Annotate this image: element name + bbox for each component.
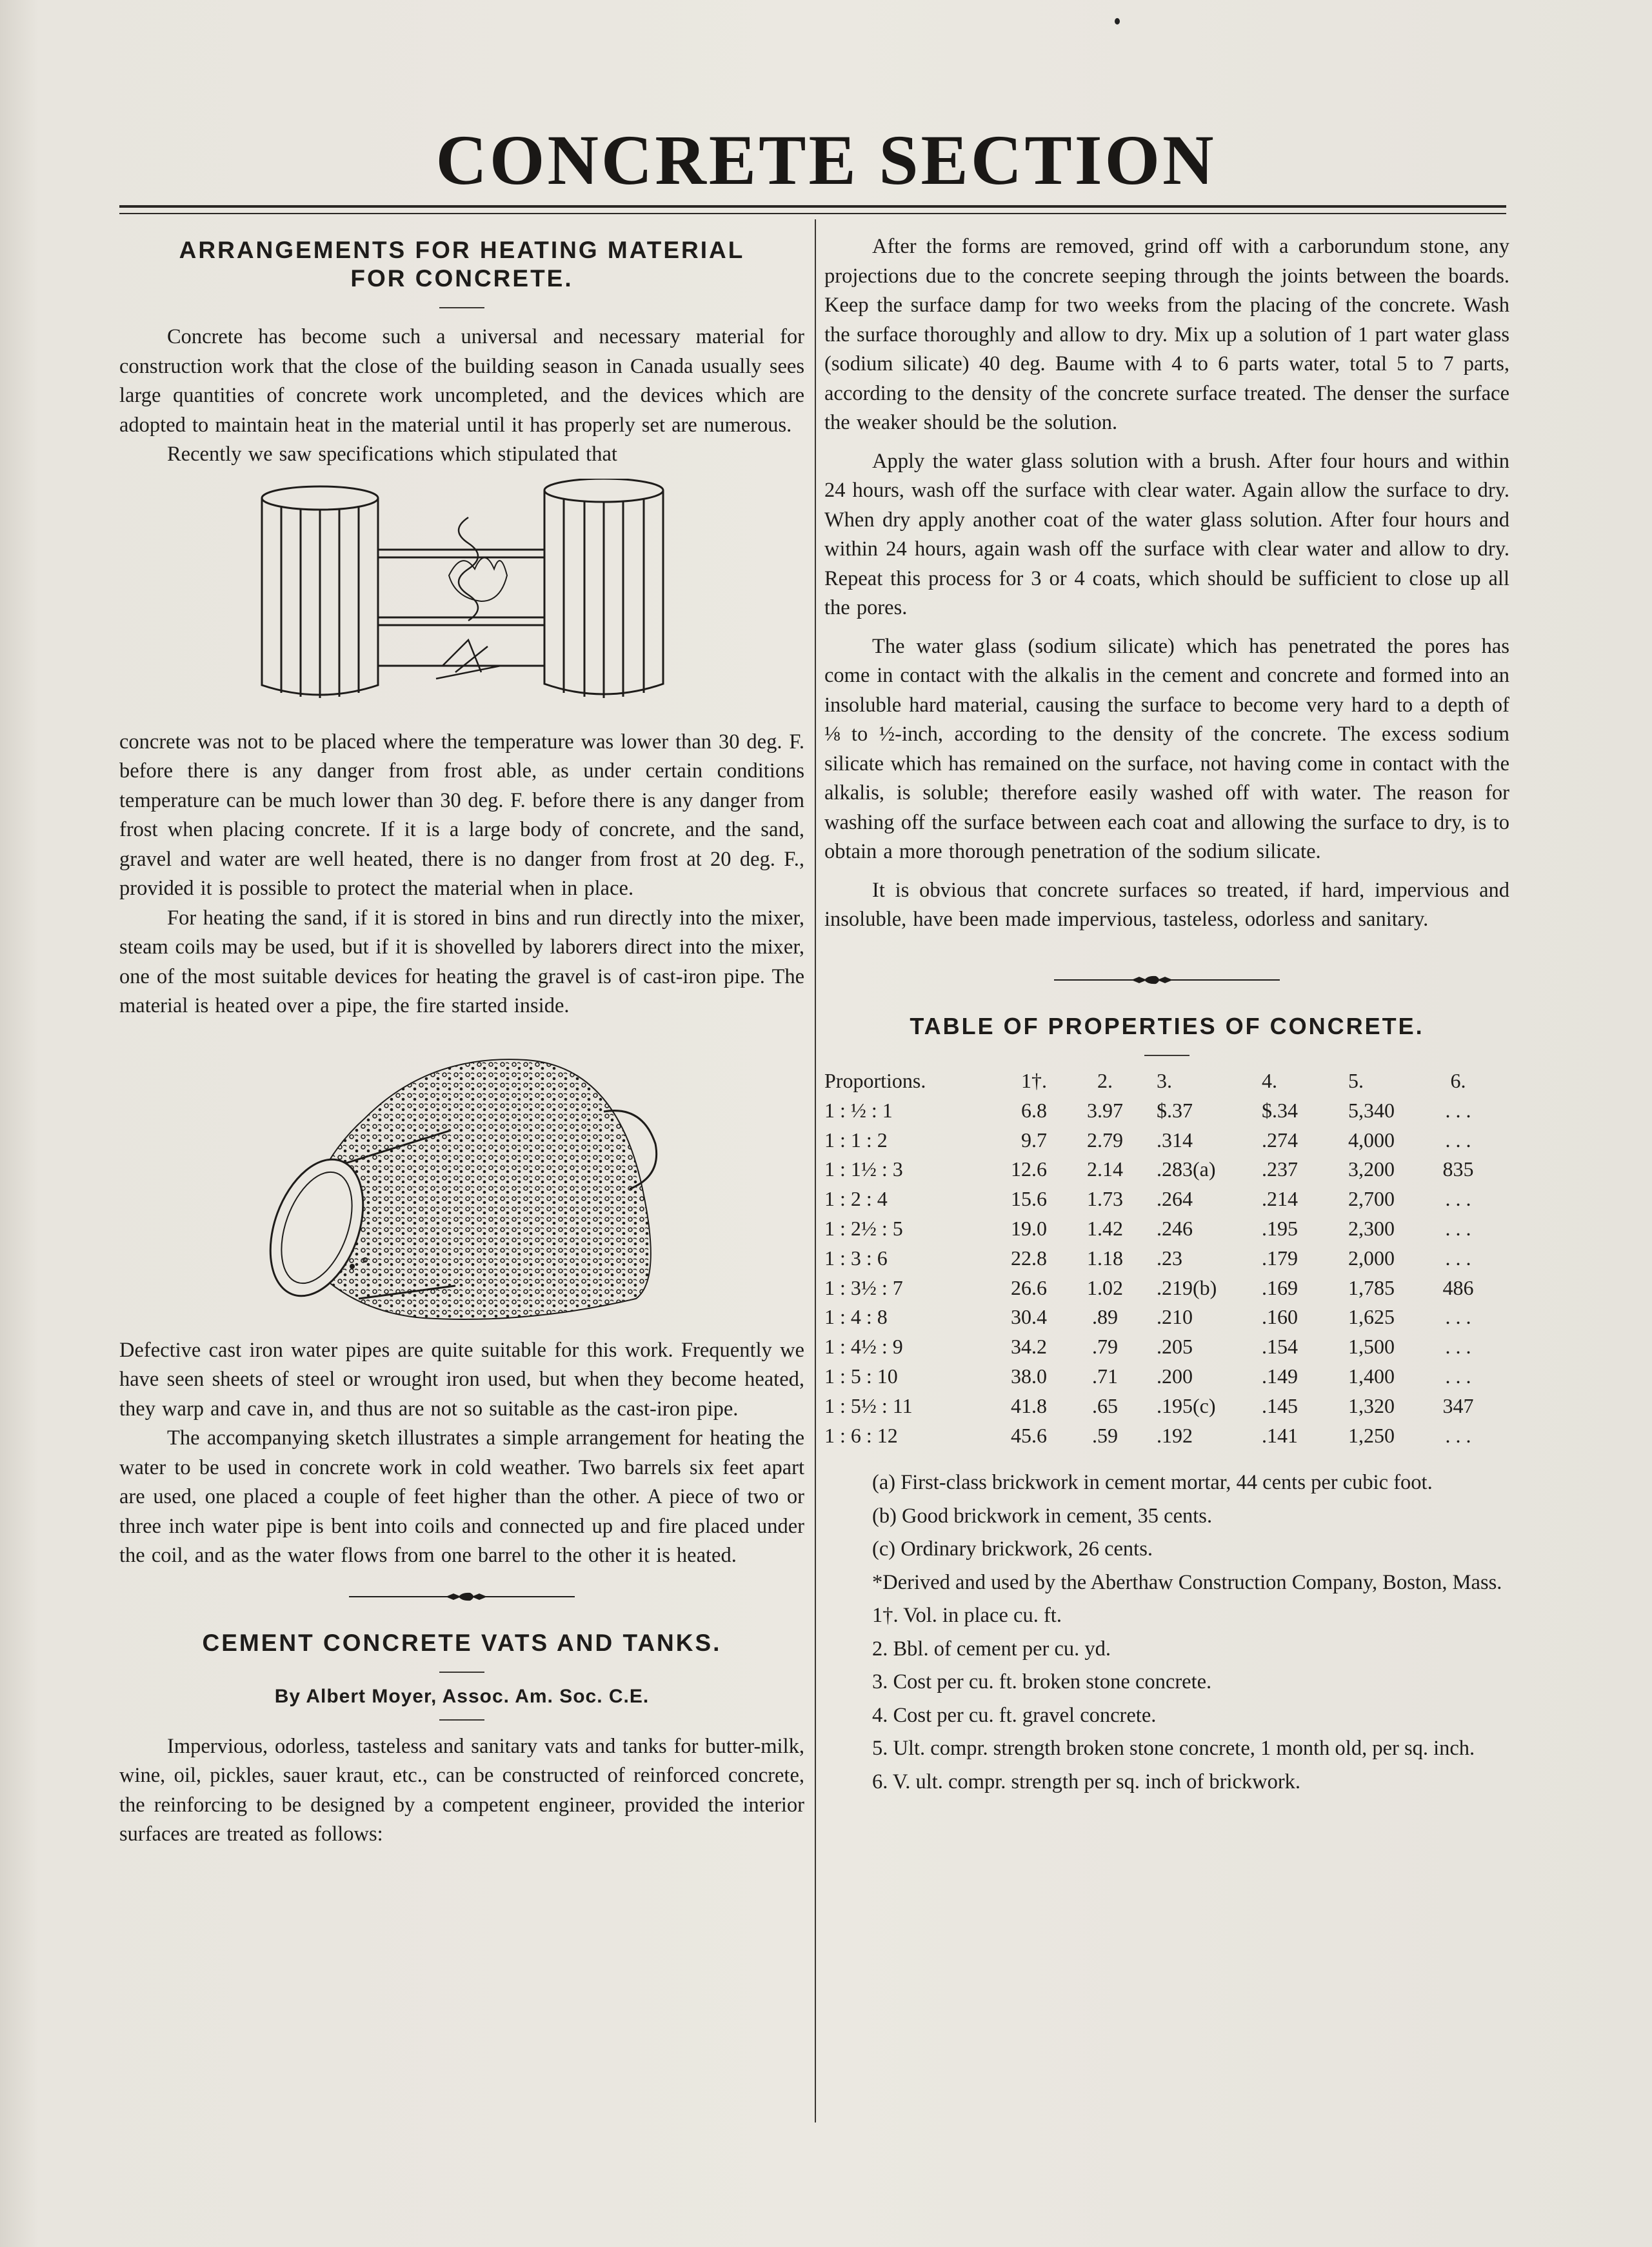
table-cell: 1.18 — [1087, 1246, 1123, 1270]
table-cell: .246 — [1157, 1217, 1193, 1241]
table-cell: 1 : ½ : 1 — [824, 1098, 893, 1122]
table-cell: .179 — [1262, 1246, 1298, 1270]
header-cell: 4. — [1262, 1069, 1277, 1092]
paragraph: The water glass (sodium silicate) which has penetrated the pores has come in contact with the alkalis in the cement and concrete and formed into an insoluble hard material, causing the surface to become very hard to a depth of ⅛ to ½-inch, according to the density of the concrete. The excess sodium silicate which has remained on the surface, not having come in contact with the alkalis, is soluble; therefore easily washed off with water. The reason for washing off the surface between each coat and allowing the surface to dry, is to obtain a more thorough penetration of the sodium silicate. — [824, 634, 1509, 863]
short-rule — [1144, 1055, 1189, 1056]
table-cell: .237 — [1262, 1157, 1298, 1181]
table-cell: 486 — [1442, 1275, 1474, 1299]
short-rule — [439, 1672, 484, 1673]
table-row — [824, 1303, 1486, 1332]
table-cell: $.34 — [1262, 1098, 1298, 1122]
table-header-row — [824, 1066, 1486, 1096]
table-note: *Derived and used by the Aberthaw Construction Company, Boston, Mass. — [872, 1570, 1502, 1594]
table-cell: 9.7 — [1021, 1128, 1047, 1152]
table-cell: .205 — [1157, 1335, 1193, 1359]
table-row — [824, 1273, 1486, 1303]
table-cell: 3.97 — [1087, 1098, 1123, 1122]
table-cell: 15.6 — [1011, 1187, 1047, 1211]
heading-line-1: ARRANGEMENTS FOR HEATING MATERIAL — [179, 237, 745, 263]
table-cell: . . . — [1445, 1364, 1471, 1388]
table-row — [824, 1096, 1486, 1126]
article-byline: By Albert Moyer, Assoc. Am. Soc. C.E. — [274, 1685, 650, 1707]
table-cell: 1.02 — [1087, 1275, 1123, 1299]
table-cell: .65 — [1092, 1393, 1118, 1417]
table-cell: .149 — [1262, 1364, 1298, 1388]
table-cell: . . . — [1445, 1098, 1471, 1122]
table-cell: .274 — [1262, 1128, 1298, 1152]
masthead-rule — [119, 205, 1506, 208]
print-speck — [1115, 18, 1120, 25]
table-cell: 2.14 — [1087, 1157, 1123, 1181]
table-cell: . . . — [1445, 1187, 1471, 1211]
table-cell: 1,320 — [1348, 1393, 1395, 1417]
table-notes — [824, 1468, 1509, 1797]
paragraph: Defective cast iron water pipes are quite suitable for this work. Frequently we have seen sheets of steel or wrought iron used, but when they become heated, they warp and cave in, and thus are not so suitable as the cast-iron pipe. — [119, 1338, 804, 1421]
table-cell: 34.2 — [1011, 1335, 1047, 1359]
short-rule — [439, 307, 484, 308]
table-cell: 1 : 4½ : 9 — [824, 1335, 903, 1359]
paragraph: concrete was not to be placed where the temperature was lower than 30 deg. F. before there is any danger from frost able, as under certain conditions temperature can be much lower than 30 deg. F. before there is any danger from frost when placing concrete. If it is a large body of concrete, and the sand, gravel and water are well heated, there is no danger from frost at 20 deg. F., provided it is possible to protect the material when in place. — [119, 730, 804, 900]
table-cell: .314 — [1157, 1128, 1193, 1152]
paragraph: The accompanying sketch illustrates a simple arrangement for heating the water to be used in concrete work in cold weather. Two barrels six feet apart are used, one placed a couple of feet higher than the other. A piece of two or three inch water pipe is bent into coils and connected up and fire placed under the coil, and as the water flows from one barrel to the other it is heated. — [119, 1426, 804, 1567]
table-cell: .141 — [1262, 1423, 1298, 1447]
table-cell: 1 : 6 : 12 — [824, 1423, 898, 1447]
table-cell: .71 — [1092, 1364, 1118, 1388]
header-cell: 2. — [1097, 1069, 1113, 1092]
table-cell: .89 — [1092, 1305, 1118, 1329]
table-note: 6. V. ult. compr. strength per sq. inch of brickwork. — [872, 1770, 1301, 1793]
header-cell: 1†. — [1021, 1069, 1047, 1092]
table-body — [824, 1096, 1486, 1451]
table-cell: 1 : 2 : 4 — [824, 1187, 888, 1211]
ornamental-rule — [1054, 974, 1280, 986]
table-row — [824, 1125, 1486, 1155]
table-cell: 4,000 — [1348, 1128, 1395, 1152]
table-cell: .79 — [1092, 1335, 1118, 1359]
table-cell: 6.8 — [1021, 1098, 1047, 1122]
barrels-figure — [255, 479, 668, 711]
table-note: 4. Cost per cu. ft. gravel concrete. — [872, 1703, 1157, 1727]
right-column — [824, 232, 1509, 1801]
table-cell: .59 — [1092, 1423, 1118, 1447]
table-cell: .154 — [1262, 1335, 1298, 1359]
table-row — [824, 1243, 1486, 1273]
table-cell: 1 : 5½ : 11 — [824, 1393, 913, 1417]
masthead-rule-thin — [119, 213, 1506, 214]
short-rule — [439, 1719, 484, 1721]
heading-line-2: FOR CONCRETE. — [350, 265, 573, 292]
table-cell: .145 — [1262, 1393, 1298, 1417]
table-cell: 1 : 5 : 10 — [824, 1364, 898, 1388]
heading-vats-tanks: CEMENT CONCRETE VATS AND TANKS. — [202, 1629, 722, 1656]
table-cell: 22.8 — [1011, 1246, 1047, 1270]
table-note: (a) First-class brickwork in cement mortar, 44 cents per cubic foot. — [872, 1471, 1433, 1495]
table-cell: .214 — [1262, 1187, 1298, 1211]
ornamental-rule — [349, 1590, 575, 1603]
table-cell: 1 : 4 : 8 — [824, 1305, 888, 1329]
paragraph: After the forms are removed, grind off with a carborundum stone, any projections due to the concrete seeping through the joints between the boards. Keep the surface damp for two weeks from the placing of the concrete. Wash the surface thoroughly and allow to dry. Mix up a solution of 1 part water glass (sodium silicate) 40 deg. Baume with 4 to 6 parts water, total 5 to 7 parts, according to the density of the concrete surface treated. The denser the surface the weaker should be the solution. — [824, 235, 1509, 434]
table-cell: 1 : 3½ : 7 — [824, 1275, 903, 1299]
table-note: (c) Ordinary brickwork, 26 cents. — [872, 1537, 1153, 1561]
paragraph: It is obvious that concrete surfaces so treated, if hard, impervious and insoluble, have been made impervious, tasteless, odorless and sanitary. — [824, 878, 1509, 931]
table-cell: 1,785 — [1348, 1275, 1395, 1299]
table-cell: 2.79 — [1087, 1128, 1123, 1152]
table-cell: .264 — [1157, 1187, 1193, 1211]
section-masthead: CONCRETE SECTION — [435, 121, 1217, 199]
table-cell: $.37 — [1157, 1098, 1193, 1122]
paragraph: Concrete has become such a universal and necessary material for construction work that the close of the building season in Canada usually sees large quantities of concrete work uncompleted, and the devices which are adopted to maintain heat in the material until it has properly set are numerous. — [119, 325, 804, 437]
table-cell: 30.4 — [1011, 1305, 1047, 1329]
table-row — [824, 1184, 1486, 1214]
header-cell: 3. — [1157, 1069, 1172, 1092]
table-cell: . . . — [1445, 1335, 1471, 1359]
table-cell: .283(a) — [1157, 1157, 1216, 1181]
table-cell: 3,200 — [1348, 1157, 1395, 1181]
table-cell: .195(c) — [1157, 1393, 1216, 1417]
heading-heating-material — [119, 236, 804, 293]
table-cell: 19.0 — [1011, 1217, 1047, 1241]
table-row — [824, 1362, 1486, 1392]
table-cell: 5,340 — [1348, 1098, 1395, 1122]
paragraph: Recently we saw specifications which stipulated that — [167, 443, 617, 466]
table-cell: .219(b) — [1157, 1275, 1217, 1299]
table-cell: 1.42 — [1087, 1217, 1123, 1241]
paragraph: Apply the water glass solution with a brush. After four hours and within 24 hours, wash off the surface with clear water. Again allow the surface to dry. When dry apply another coat of the water glass solution. After four hours and within 24 hours, again wash off the surface with clear water and allow to dry. Repeat this process for 3 or 4 coats, which should be sufficient to close up all the pores. — [824, 449, 1509, 619]
table-cell: .169 — [1262, 1275, 1298, 1299]
table-row — [824, 1332, 1486, 1362]
properties-table — [824, 1066, 1486, 1451]
table-cell: . . . — [1445, 1423, 1471, 1447]
table-cell: .200 — [1157, 1364, 1193, 1388]
table-cell: . . . — [1445, 1128, 1471, 1152]
paragraph: For heating the sand, if it is stored in bins and run directly into the mixer, steam coils may be used, but if it is shovelled by laborers direct into the mixer, one of the most suitable devices for heating the gravel is of cast-iron pipe. The material is heated over a pipe, the fire started inside. — [119, 906, 804, 1017]
table-cell: .160 — [1262, 1305, 1298, 1329]
table-cell: 1,250 — [1348, 1423, 1395, 1447]
table-cell: 2,300 — [1348, 1217, 1395, 1241]
table-note: 2. Bbl. of cement per cu. yd. — [872, 1637, 1111, 1661]
table-cell: 38.0 — [1011, 1364, 1047, 1388]
table-cell: 835 — [1442, 1157, 1474, 1181]
table-cell: .23 — [1157, 1246, 1182, 1270]
table-cell: 2,000 — [1348, 1246, 1395, 1270]
table-note: 5. Ult. compr. strength broken stone concrete, 1 month old, per sq. inch. — [872, 1737, 1475, 1761]
column-divider — [815, 219, 816, 2122]
table-row — [824, 1391, 1486, 1421]
cast-iron-pipe-figure — [255, 1041, 668, 1324]
table-cell: 26.6 — [1011, 1275, 1047, 1299]
table-cell: 1 : 3 : 6 — [824, 1246, 888, 1270]
header-cell: 5. — [1348, 1069, 1364, 1092]
table-cell: 1,500 — [1348, 1335, 1395, 1359]
table-cell: 41.8 — [1011, 1393, 1047, 1417]
table-cell: .195 — [1262, 1217, 1298, 1241]
table-title: TABLE OF PROPERTIES OF CONCRETE. — [910, 1012, 1424, 1039]
table-note: 1†. Vol. in place cu. ft. — [872, 1604, 1062, 1628]
paragraph: Impervious, odorless, tasteless and sanitary vats and tanks for butter-milk, wine, oil, pickles, sauer kraut, etc., can be constructed of reinforced concrete, the reinforcing to be designed by a competent engineer, provided the interior surfaces are treated as follows: — [119, 1734, 804, 1846]
header-cell: Proportions. — [824, 1069, 926, 1092]
table-cell: 1,625 — [1348, 1305, 1395, 1329]
table-cell: 1 : 1 : 2 — [824, 1128, 888, 1152]
table-cell: 1.73 — [1087, 1187, 1123, 1211]
table-row — [824, 1155, 1486, 1184]
table-row — [824, 1421, 1486, 1450]
table-cell: . . . — [1445, 1305, 1471, 1329]
table-note: (b) Good brickwork in cement, 35 cents. — [872, 1504, 1213, 1528]
table-cell: 45.6 — [1011, 1423, 1047, 1447]
table-cell: .210 — [1157, 1305, 1193, 1329]
table-cell: 1 : 2½ : 5 — [824, 1217, 903, 1241]
table-cell: 2,700 — [1348, 1187, 1395, 1211]
table-cell: 1 : 1½ : 3 — [824, 1157, 903, 1181]
left-column — [119, 232, 804, 1850]
table-cell: 12.6 — [1011, 1157, 1047, 1181]
header-cell: 6. — [1450, 1069, 1466, 1092]
table-row — [824, 1214, 1486, 1244]
table-cell: 347 — [1442, 1393, 1474, 1417]
table-cell: 1,400 — [1348, 1364, 1395, 1388]
table-cell: . . . — [1445, 1217, 1471, 1241]
table-cell: .192 — [1157, 1423, 1193, 1447]
table-cell: . . . — [1445, 1246, 1471, 1270]
table-note: 3. Cost per cu. ft. broken stone concrete. — [872, 1670, 1212, 1694]
